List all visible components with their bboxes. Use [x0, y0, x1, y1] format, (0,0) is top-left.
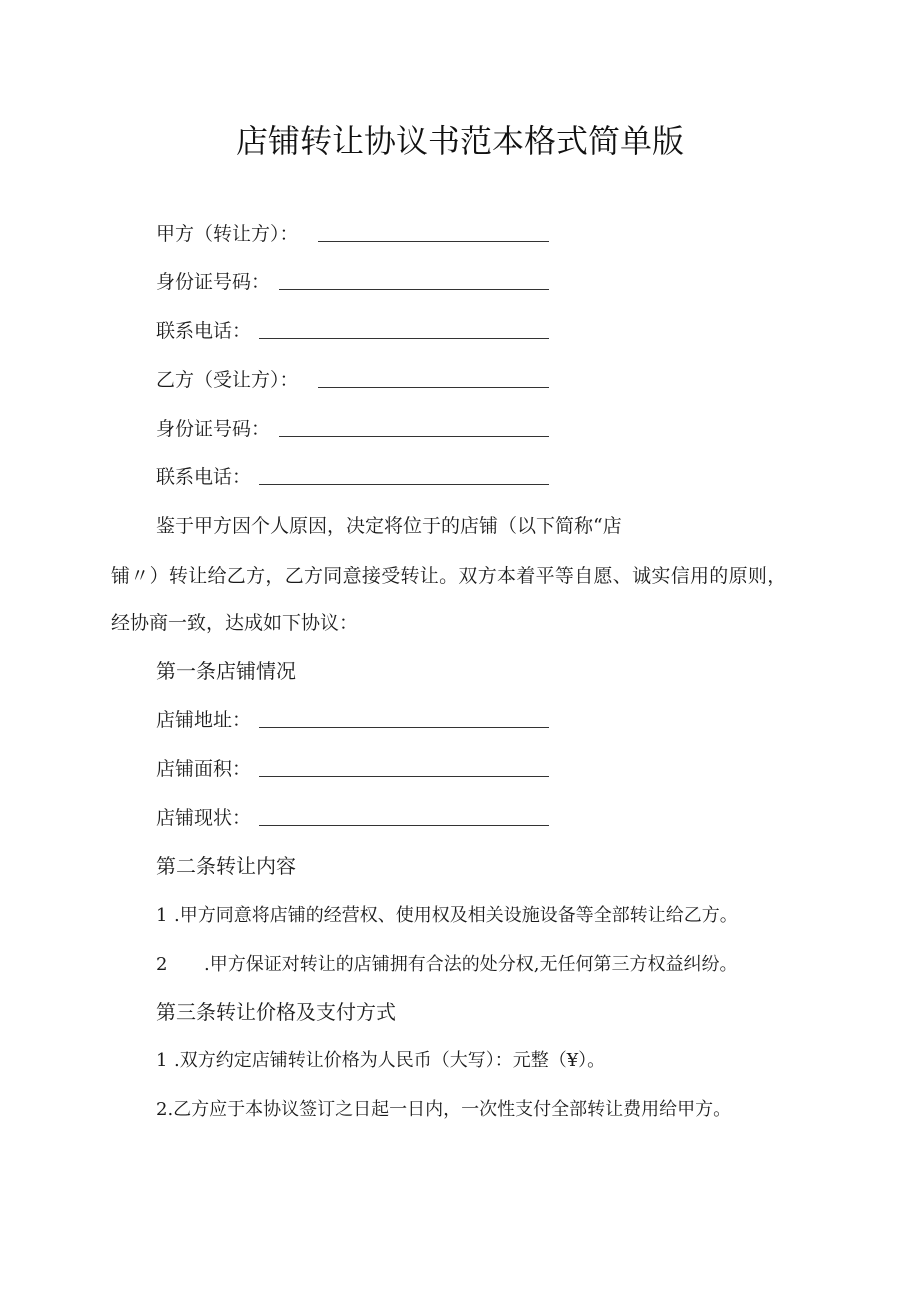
- item-text: .乙方应于本协议签订之日起一日内，一次性支付全部转让费用给甲方。: [167, 1099, 732, 1120]
- blank-line[interactable]: [259, 338, 549, 339]
- field-transferee: [156, 368, 299, 392]
- field-label: 联系电话：: [156, 320, 252, 342]
- preamble-line-1: 鉴于甲方因个人原因，决定将位于的店铺（以下简称“店: [156, 515, 622, 537]
- item-text: .双方约定店铺转让价格为人民币（大写）：元整（¥）。: [174, 1050, 606, 1071]
- field-shop-area: [156, 757, 251, 781]
- blank-line[interactable]: [279, 289, 549, 290]
- article-3-item-1: [156, 1049, 605, 1073]
- article-2-heading: 第二条转让内容: [156, 854, 296, 878]
- field-shop-address: [156, 708, 251, 732]
- field-label: 身份证号码：: [156, 271, 271, 293]
- field-transferee-id: [156, 417, 270, 441]
- article-3-item-2: [156, 1098, 731, 1122]
- item-number: 2: [156, 1099, 168, 1120]
- blank-line[interactable]: [259, 776, 549, 777]
- blank-line[interactable]: [259, 484, 549, 485]
- field-transferor: [156, 222, 299, 246]
- field-label: 店铺地址：: [156, 709, 252, 731]
- article-3-heading: 第三条转让价格及支付方式: [156, 1000, 396, 1024]
- field-label: 店铺面积：: [156, 758, 252, 780]
- field-transferee-phone: [156, 465, 251, 489]
- item-number: 2: [156, 954, 168, 975]
- article-2-item-1: [156, 904, 738, 928]
- field-label: 乙方（受让方）：: [156, 369, 299, 391]
- blank-line[interactable]: [318, 387, 549, 388]
- field-shop-status: [156, 806, 251, 830]
- blank-line[interactable]: [318, 241, 549, 242]
- article-2-item-2: [156, 953, 737, 977]
- item-text: .甲方保证对转让的店铺拥有合法的处分权,无任何第三方权益纠纷。: [204, 954, 738, 975]
- field-label: 联系电话：: [156, 466, 252, 488]
- field-label: 店铺现状：: [156, 807, 252, 829]
- field-label: 身份证号码：: [156, 418, 271, 440]
- document-title: 店铺转让协议书范本格式简单版: [235, 122, 684, 160]
- field-label: 甲方（转让方）：: [156, 223, 299, 245]
- field-transferor-id: [156, 270, 270, 294]
- preamble-line-2: 铺〃）转让给乙方，乙方同意接受转让。双方本着平等自愿、诚实信用的原则，: [111, 565, 787, 587]
- item-number: 1: [156, 1050, 168, 1071]
- item-number: 1: [156, 905, 168, 926]
- blank-line[interactable]: [259, 825, 549, 826]
- field-transferor-phone: [156, 319, 251, 343]
- article-1-heading: 第一条店铺情况: [156, 659, 296, 683]
- blank-line[interactable]: [279, 436, 549, 437]
- blank-line[interactable]: [259, 727, 549, 728]
- item-text: .甲方同意将店铺的经营权、使用权及相关设施设备等全部转让给乙方。: [174, 905, 738, 926]
- preamble-line-3: 经协商一致，达成如下协议：: [111, 612, 359, 634]
